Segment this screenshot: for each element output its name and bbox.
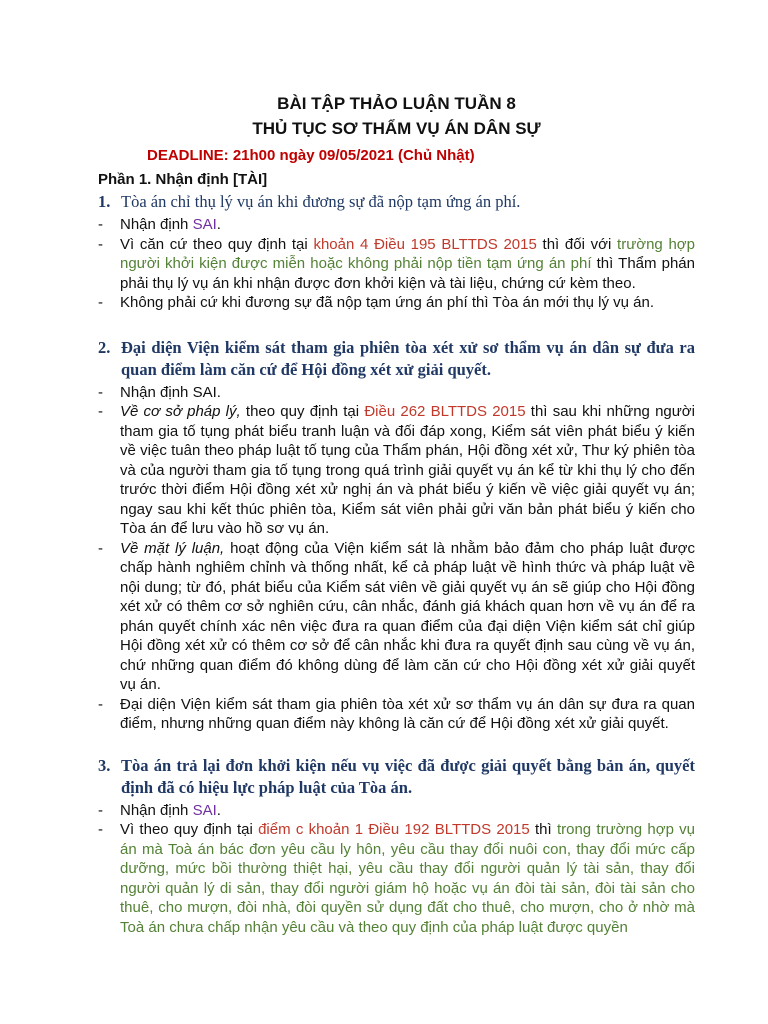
verdict-end: . (216, 801, 221, 819)
bullet-text (120, 293, 695, 313)
answer-bullet-verdict (98, 215, 695, 235)
answer-bullet-conclusion (98, 695, 695, 734)
statement-number: 3. (98, 755, 111, 775)
verdict-end: . (216, 383, 221, 401)
answer-bullet-theory (98, 539, 695, 695)
title-line-1: BÀI TẬP THẢO LUẬN TUẦN 8 (277, 94, 516, 113)
deadline-notice: DEADLINE: 21h00 ngày 09/05/2021 (Chủ Nhật) (147, 147, 475, 164)
bullet-text (120, 383, 695, 403)
bullet-text (120, 235, 695, 294)
text-run: Không phải cứ khi đương sự đã nộp tạm ứng án phí thì Tòa án mới thụ lý vụ án. (120, 294, 655, 311)
verdict-value: SAI (192, 801, 217, 819)
answer-bullet-legal-basis (98, 402, 695, 539)
highlighted-clause: trường hợp người khởi kiện được miễn hoặc không phải nộp tiền tạm ứng án phí (120, 235, 695, 272)
text-run: thì Thẩm phán phải thụ lý vụ án khi nhận được đơn khởi kiện và tài liệu, chứng cứ kèm theo. (120, 255, 695, 292)
verdict-label: Nhận định (120, 801, 193, 819)
verdict-value: SAI (192, 216, 217, 233)
section-lead: Về mặt lý luận, (120, 539, 225, 557)
statement-text: Đại diện Viện kiểm sát tham gia phiên tòa xét xử sơ thẩm vụ án dân sự đưa ra quan điểm làm căn cứ để Hội đồng xét xử giải quyết. (121, 337, 695, 379)
law-reference: điểm c khoản 1 Điều 192 BLTTDS 2015 (258, 821, 530, 838)
statement-item-1 (98, 191, 695, 313)
bullet-dash: - (98, 821, 103, 838)
text-run: theo quy định tại (240, 403, 365, 420)
answer-list (98, 801, 695, 938)
part-heading: Phần 1. Nhận định [TÀI] (98, 171, 268, 188)
statement-text: Tòa án chỉ thụ lý vụ án khi đương sự đã nộp tạm ứng án phí. (121, 192, 521, 211)
bullet-dash: - (98, 235, 103, 253)
bullet-dash: - (98, 539, 103, 557)
highlighted-clause: trong trường hợp vụ án mà Toà án bác đơn yêu cầu ly hôn, yêu cầu thay đổi nuôi con, thay đổi mức cấp dưỡng, mức bồi thường thiệt hại, yêu cầu thay đổi người quản lý tài sản, thay đổi người quản lý di sản, thay đổi người giám hộ hoặc vụ án đòi tài sản, đòi tài sản cho thuê, cho mượn, đòi nhà, đòi quyền sử dụng đất cho thuê, cho mượn, cho ở nhờ mà Toà án chưa chấp nhận yêu cầu và theo quy định của pháp luật được quyền (120, 821, 696, 936)
law-reference: khoản 4 Điều 195 BLTTDS 2015 (313, 235, 537, 253)
text-run: Đại diện Viện kiểm sát tham gia phiên tòa xét xử sơ thẩm vụ án dân sự đưa ra quan điểm, nhưng những quan điểm này không là căn cứ để Hội đồng xét xử giải quyết. (120, 695, 695, 732)
title-line-2: THỦ TỤC SƠ THẨM VỤ ÁN DÂN SỰ (252, 119, 541, 138)
text-run: thì đối với (536, 235, 618, 253)
bullet-text (120, 402, 695, 539)
verdict-label: Nhận định (120, 383, 193, 401)
bullet-dash: - (98, 383, 103, 401)
text-run: Vì căn cứ theo quy định tại (120, 235, 314, 253)
statement-heading (98, 337, 695, 381)
bullet-text (120, 539, 695, 695)
section-lead: Về cơ sở pháp lý, (120, 403, 241, 420)
answer-bullet-verdict (98, 383, 695, 403)
answer-bullet-legal-basis (98, 820, 695, 937)
answer-bullet-conclusion (98, 293, 695, 313)
statement-number: 2. (98, 337, 111, 357)
document-title (98, 91, 695, 141)
statement-item-3 (98, 755, 695, 938)
verdict-label: Nhận định (120, 216, 193, 233)
verdict-end: . (216, 216, 221, 233)
bullet-text (120, 820, 695, 937)
text-run: thì (529, 821, 557, 838)
statement-item-2 (98, 337, 695, 734)
bullet-dash: - (98, 695, 103, 713)
statement-heading (98, 755, 695, 799)
bullet-text (120, 215, 695, 235)
answer-list (98, 215, 695, 313)
statement-heading (98, 191, 695, 213)
bullet-text (120, 801, 695, 821)
bullet-dash: - (98, 403, 103, 420)
answer-bullet-verdict (98, 801, 695, 821)
statement-number: 1. (98, 192, 111, 211)
answer-bullet-legal-basis (98, 235, 695, 294)
text-run: thì sau khi những người tham gia tố tụng phát biểu tranh luận và đối đáp xong, Kiểm sát viên phát biểu ý kiến về việc tuân theo pháp luật tố tụng của Thẩm phán, Hội đồng xét xử, Thư ký phiên tòa và của người tham gia tố tụng trong quá trình giải quyết vụ án kể từ khi thụ lý cho đến trước thời điểm Hội đồng xét xử nghị án và phát biểu ý kiến về việc giải quyết vụ án; ngay sau khi kết thúc phiên tòa, Kiểm sát viên phải gửi văn bản phát biểu ý kiến cho Tòa án để lưu vào hồ sơ vụ án. (120, 403, 695, 537)
bullet-dash: - (98, 801, 103, 819)
answer-list (98, 383, 695, 734)
statement-text: Tòa án trả lại đơn khởi kiện nếu vụ việc đã được giải quyết bằng bản án, quyết định đã có hiệu lực pháp luật của Tòa án. (121, 755, 695, 797)
text-run: Vì theo quy định tại (120, 821, 259, 838)
text-run: hoạt động của Viện kiểm sát là nhằm bảo đảm cho pháp luật được chấp hành nghiêm chỉnh và thống nhất, kể cả pháp luật về hình thức và pháp luật về nội dung; từ đó, phát biểu của Kiểm sát viên về giải quyết vụ án sẽ giúp cho Hội đồng xét xử có thêm cơ sở nghiên cứu, cân nhắc, đánh giá khách quan hơn về vụ án để ra phán quyết chính xác nên việc đưa ra quan điểm của đại diện Viện kiểm sát chỉ giúp Hội đồng xét xử có thêm cơ sở để cân nhắc khi đưa ra quyết định sau cùng về vụ án, chứ những quan điểm đó không dùng để làm căn cứ cho Hội đồng xét xử giải quyết vụ án. (120, 539, 696, 693)
law-reference: Điều 262 BLTTDS 2015 (364, 403, 526, 420)
bullet-dash: - (98, 294, 103, 311)
bullet-text (120, 695, 695, 734)
verdict-value: SAI (192, 383, 217, 401)
bullet-dash: - (98, 216, 103, 233)
